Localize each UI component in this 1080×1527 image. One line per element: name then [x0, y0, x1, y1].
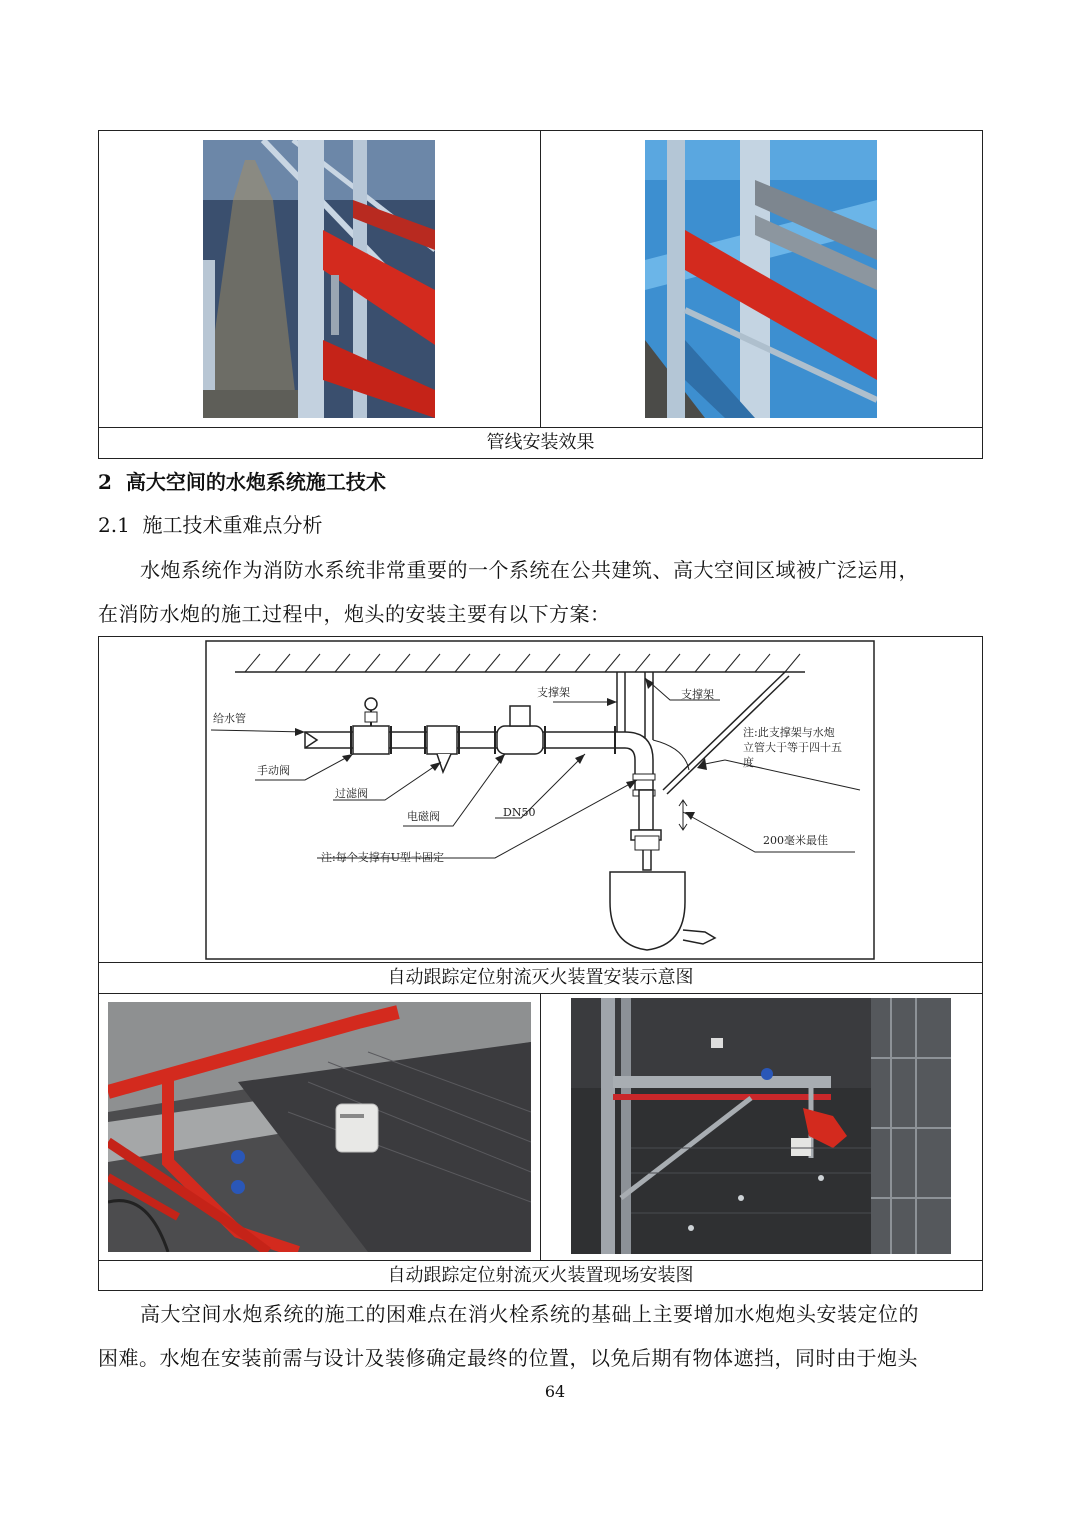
- subsection-heading: [98, 511, 323, 539]
- diagram-label-angle-note: 立管大于等于四十五: [743, 741, 842, 754]
- body-paragraph: [98, 548, 983, 636]
- paragraph-line: 水炮系统作为消防水系统非常重要的一个系统在公共建筑、高大空间区域被广泛运用，: [140, 558, 919, 582]
- table-divider: [540, 130, 541, 428]
- red-pipe-railing-photo: [645, 140, 877, 418]
- paragraph-line: 在消防水炮的施工过程中，炮头的安装主要有以下方案：: [98, 602, 611, 626]
- page-number: 64: [544, 1382, 566, 1401]
- diagram-label-manual-valve: 手动阀: [257, 764, 290, 777]
- diagram-label-support: 支撑架: [681, 688, 714, 701]
- site-photo-caption: 自动跟踪定位射流灭火装置现场安装图: [387, 1265, 694, 1286]
- diagram-label-distance: 200毫米最佳: [763, 834, 828, 847]
- diagram-label-angle-note: 度: [743, 756, 754, 769]
- paragraph-line: 困难。水炮在安装前需与设计及装修确定最终的位置，以免后期有物体遮挡，同时由于炮头: [98, 1346, 918, 1370]
- hall-truss-cannon-photo: [571, 998, 951, 1254]
- subsection-number: 2.1: [98, 513, 130, 537]
- subsection-title: 施工技术重难点分析: [142, 513, 323, 537]
- diagram-label-u-clamp-note: 注:每个支撑有U型卡固定: [321, 851, 444, 864]
- table-divider: [540, 993, 541, 1261]
- diagram-label-filter-valve: 过滤阀: [335, 787, 368, 800]
- table-caption: 管线安装效果: [486, 432, 595, 453]
- section-heading: [98, 468, 386, 496]
- diagram-label-supply-pipe: 给水管: [213, 712, 246, 725]
- diagram-caption: 自动跟踪定位射流灭火装置安装示意图: [387, 967, 694, 988]
- ceiling-red-pipe-device-photo: [108, 1002, 531, 1252]
- diagram-label-angle-note: 注:此支撑架与水炮: [743, 726, 835, 739]
- paragraph-line: 高大空间水炮系统的施工的困难点在消火栓系统的基础上主要增加水炮炮头安装定位的: [140, 1302, 919, 1326]
- body-paragraph: [98, 1292, 983, 1380]
- red-pipe-walkway-photo: [203, 140, 435, 418]
- installation-diagram: [205, 640, 875, 960]
- section-number: 2: [98, 470, 112, 494]
- diagram-label-solenoid-valve: 电磁阀: [407, 810, 440, 823]
- diagram-label-support: 支撑架: [537, 686, 570, 699]
- section-title: 高大空间的水炮系统施工技术: [125, 470, 386, 494]
- diagram-label-dn50: DN50: [503, 806, 536, 819]
